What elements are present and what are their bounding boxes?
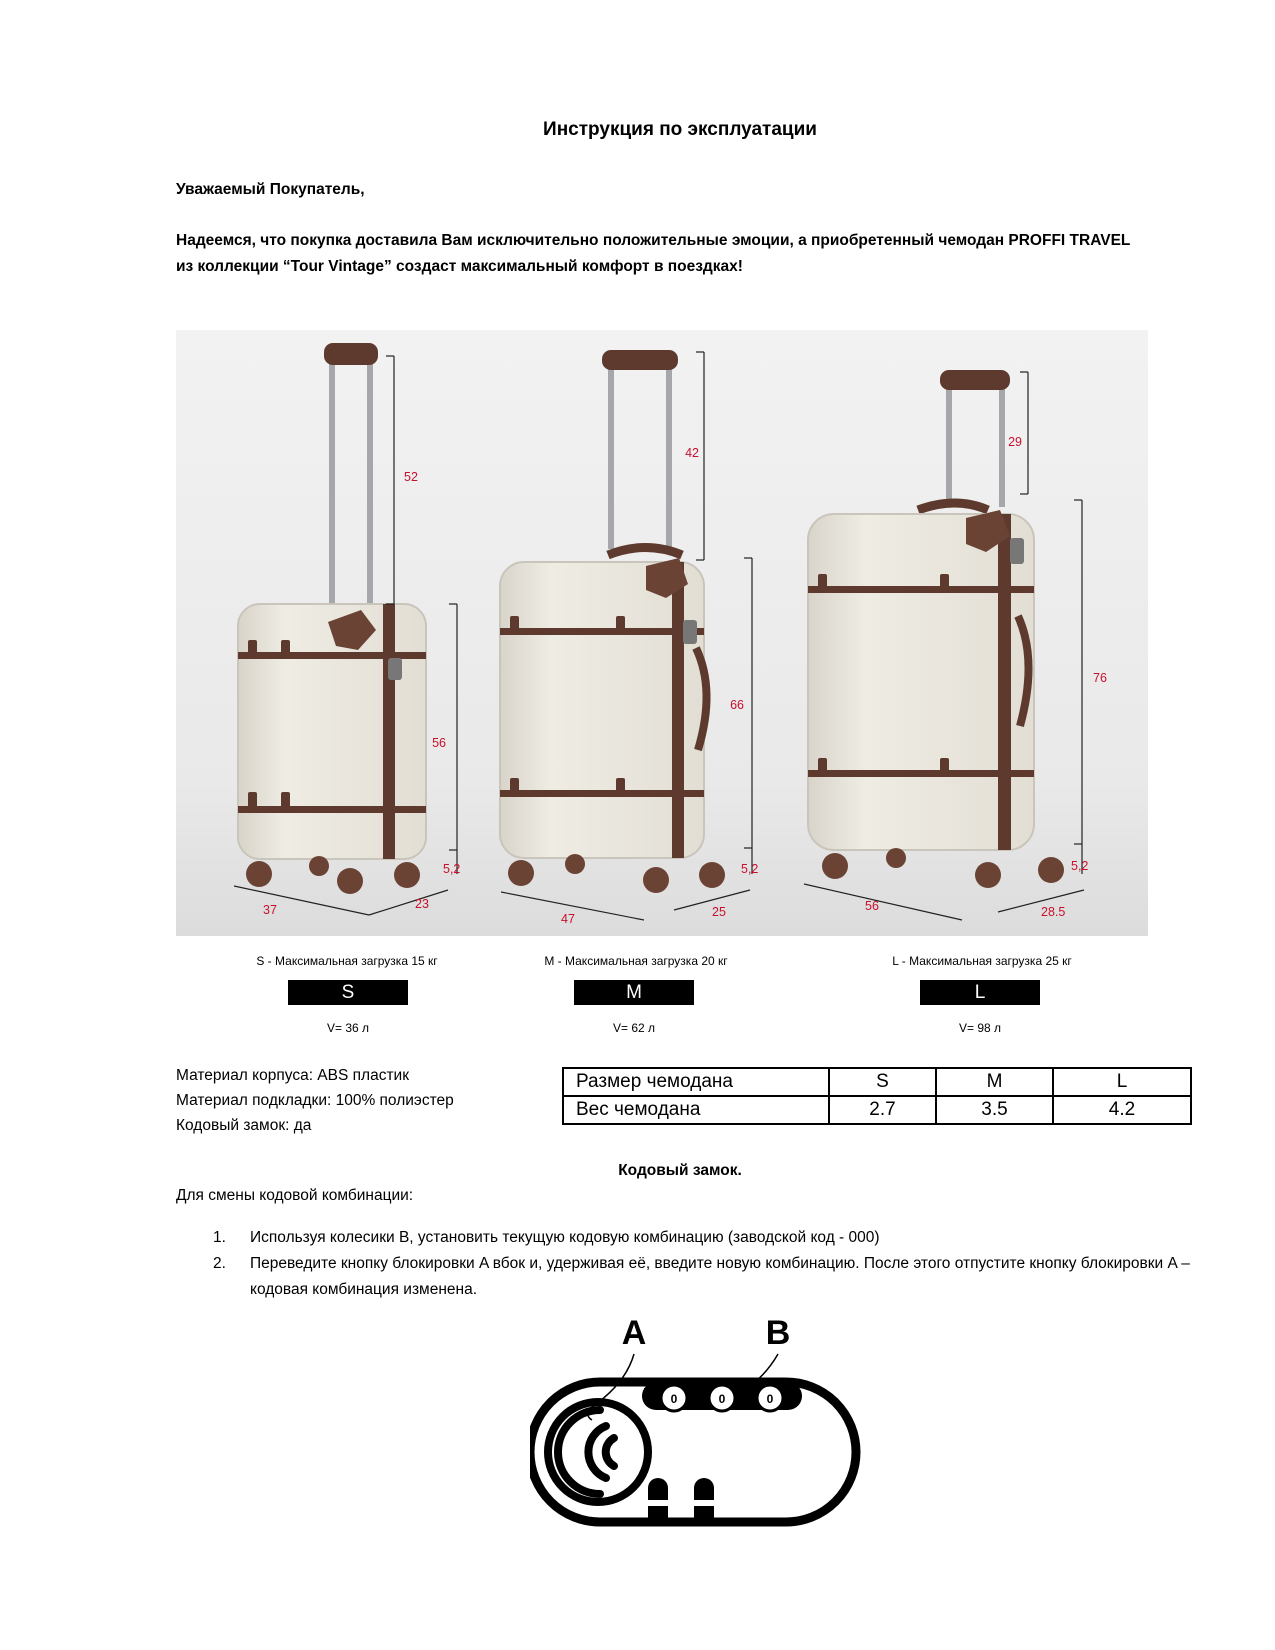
lock-intro: Для смены кодовой комбинации: <box>176 1187 414 1204</box>
size-bar-s: S <box>288 980 408 1005</box>
dim-m-width: 47 <box>561 912 575 926</box>
volume-l: V= 98 л <box>958 1021 1002 1035</box>
page-title: Инструкция по эксплуатации <box>543 119 817 140</box>
intro-text-line2: из коллекции “Tour Vintage” создаст максимальный комфорт в поездках! <box>176 258 743 275</box>
table-header-row <box>563 1068 1191 1096</box>
greeting: Уважаемый Покупатель, <box>176 181 365 198</box>
caption-m: M - Максимальная загрузка 20 кг <box>544 954 728 968</box>
lock-steps <box>210 1225 1200 1303</box>
dim-s-height: 56 <box>432 736 446 750</box>
dim-l-handle: 29 <box>1008 435 1022 449</box>
intro-paragraph <box>176 228 1186 280</box>
dim-s-handle: 52 <box>404 470 418 484</box>
table-cell: 3.5 <box>936 1096 1053 1124</box>
caption-s: S - Максимальная загрузка 15 кг <box>256 954 438 968</box>
step-text: Переведите кнопку блокировки A вбок и, удерживая её, введите новую комбинацию. После этого отпустите кнопку блокировки A – кодовая комбинация изменена. <box>250 1255 1190 1298</box>
step-number: 1. <box>213 1229 226 1246</box>
size-bar-l: L <box>920 980 1040 1005</box>
product-photo <box>176 330 1148 936</box>
caption-l: L - Максимальная загрузка 25 кг <box>892 954 1072 968</box>
label-b: B <box>765 1314 791 1352</box>
spec-lining-material: Материал подкладки: 100% полиэстер <box>176 1092 454 1109</box>
dim-l-height: 76 <box>1093 671 1107 685</box>
dim-l-depth: 28.5 <box>1041 905 1066 919</box>
table-cell: S <box>829 1068 936 1096</box>
size-bar-m: M <box>574 980 694 1005</box>
intro-text: Надеемся, что покупка доставила Вам исключительно положительные эмоции, а приобретенный чемодан <box>176 232 1009 249</box>
step-number: 2. <box>213 1255 226 1272</box>
dim-s-width: 37 <box>263 903 277 917</box>
brand-name: PROFFI TRAVEL <box>1008 232 1131 249</box>
code-wheel-icon <box>661 1385 783 1411</box>
lock-diagram-svg <box>530 1298 870 1538</box>
table-cell: Размер чемодана <box>563 1068 829 1096</box>
table-cell: Вес чемодана <box>563 1096 829 1124</box>
volume-m: V= 62 л <box>612 1021 656 1035</box>
wheel-digit: 0 <box>718 1392 726 1406</box>
weight-table <box>562 1067 1192 1125</box>
list-item <box>210 1251 1200 1303</box>
dim-l-width: 56 <box>865 899 879 913</box>
dim-m-wheel: 5,2 <box>741 862 759 876</box>
table-cell: M <box>936 1068 1053 1096</box>
table-row <box>563 1096 1191 1124</box>
dim-m-height: 66 <box>730 698 744 712</box>
table-cell: 4.2 <box>1053 1096 1191 1124</box>
code-lock-diagram <box>530 1298 870 1538</box>
dim-s-depth: 23 <box>415 897 429 911</box>
specs-list <box>176 1063 454 1138</box>
dim-s-wheel: 5,2 <box>443 862 461 876</box>
table-cell: L <box>1053 1068 1191 1096</box>
step-text: Используя колесики B, установить текущую кодовую комбинацию (заводской код - 000) <box>250 1229 880 1246</box>
spec-body-material: Материал корпуса: ABS пластик <box>176 1067 409 1084</box>
table-cell: 2.7 <box>829 1096 936 1124</box>
dim-l-wheel: 5,2 <box>1071 859 1089 873</box>
dim-m-handle: 42 <box>685 446 699 460</box>
label-a: A <box>621 1314 647 1352</box>
lock-heading: Кодовый замок. <box>618 1162 742 1179</box>
lock-button-icon <box>548 1402 648 1502</box>
wheel-digit: 0 <box>670 1392 678 1406</box>
dim-m-depth: 25 <box>712 905 726 919</box>
wheel-digit: 0 <box>766 1392 774 1406</box>
spec-code-lock: Кодовый замок: да <box>176 1117 312 1134</box>
volume-s: V= 36 л <box>326 1021 370 1035</box>
suitcases-illustration <box>176 330 1148 936</box>
list-item <box>210 1225 1200 1251</box>
